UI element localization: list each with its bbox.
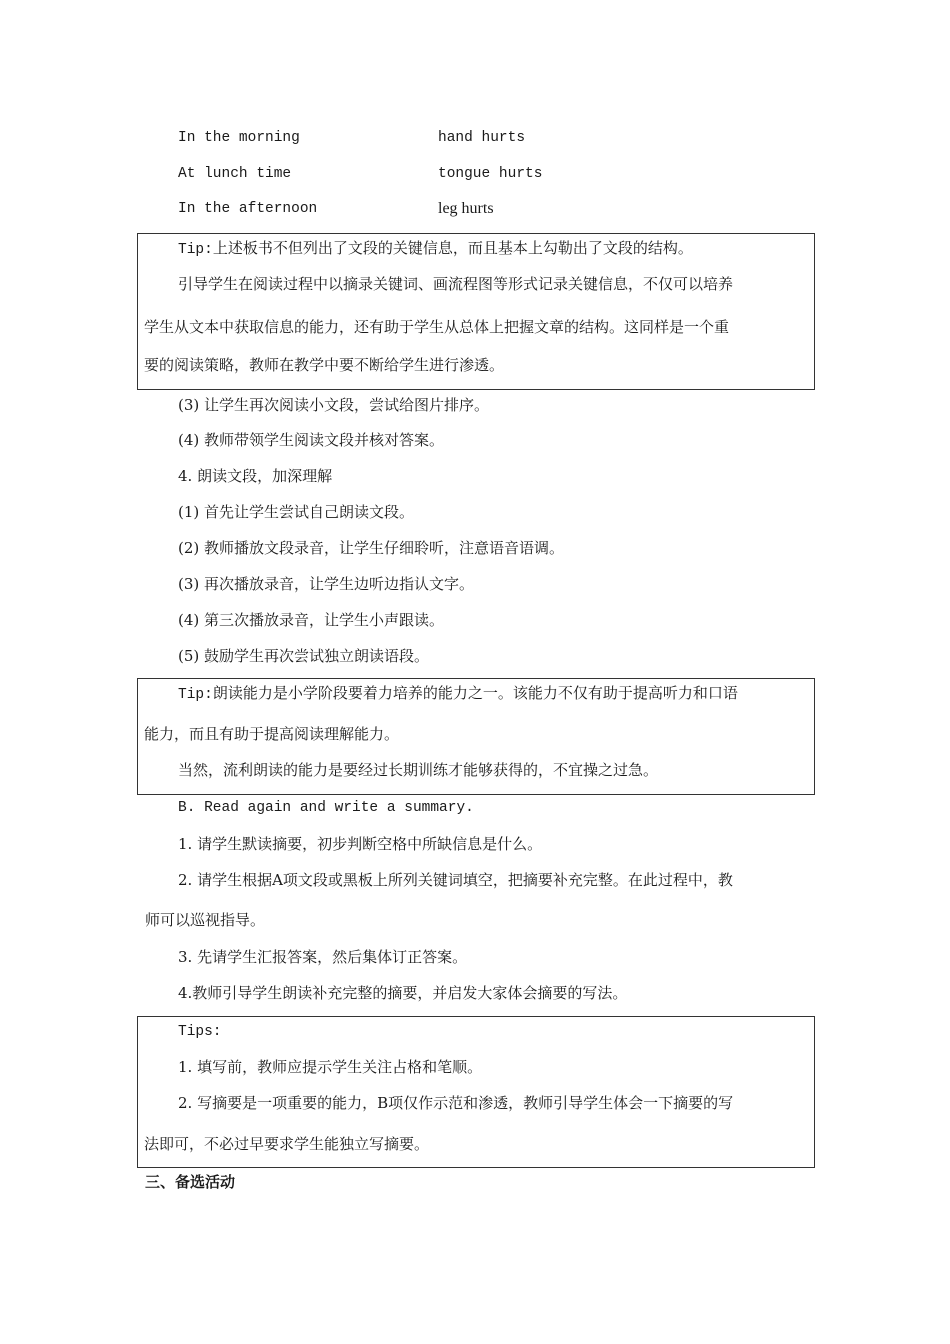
- step-read-aloud-4: (4) 第三次播放录音，让学生小声跟读。: [178, 611, 445, 629]
- schedule-hurt-2: tongue hurts: [438, 166, 543, 182]
- section-b-item-2: 2. 请学生根据A项文段或黑板上所列关键词填空，把摘要补充完整。在此过程中，教: [178, 871, 733, 889]
- section-three-heading: 三、备选活动: [145, 1173, 236, 1191]
- step-read-aloud-1: (1) 首先让学生尝试自己朗读文段。: [178, 503, 415, 521]
- schedule-time-2: At lunch time: [178, 166, 292, 182]
- tip-2-label: Tip:: [178, 687, 213, 703]
- step-read-aloud-3: (3) 再次播放录音，让学生边听边指认文字。: [178, 575, 475, 593]
- tip-1-label: Tip:: [178, 242, 213, 258]
- tip-box-1: [137, 233, 815, 390]
- step-check-answers: (4) 教师带领学生阅读文段并核对答案。: [178, 431, 445, 449]
- schedule-time-3: In the afternoon: [178, 201, 318, 217]
- step-heading-4: 4. 朗读文段，加深理解: [178, 467, 333, 485]
- schedule-time-1: In the morning: [178, 130, 300, 146]
- step-read-aloud-2: (2) 教师播放文段录音，让学生仔细聆听，注意语音语调。: [178, 539, 565, 557]
- section-b-item-1: 1. 请学生默读摘要，初步判断空格中所缺信息是什么。: [178, 835, 543, 853]
- tip-1-line-3: 学生从文本中获取信息的能力，还有助于学生从总体上把握文章的结构。这同样是一个重: [144, 318, 730, 336]
- tip-1-line-4: 要的阅读策略，教师在教学中要不断给学生进行渗透。: [144, 356, 505, 374]
- tip-2-line-2: 能力，而且有助于提高阅读理解能力。: [144, 725, 400, 743]
- tips-3-line-3: 法即可，不必过早要求学生能独立写摘要。: [144, 1135, 430, 1153]
- section-b-item-4: 4.教师引导学生朗读补充完整的摘要，并启发大家体会摘要的写法。: [178, 984, 628, 1002]
- tips-box-3: [137, 1016, 815, 1168]
- step-read-again: (3) 让学生再次阅读小文段，尝试给图片排序。: [178, 396, 490, 414]
- section-b-item-2-cont: 师可以巡视指导。: [145, 911, 266, 929]
- tips-3-line-2: 2. 写摘要是一项重要的能力，B项仅作示范和渗透，教师引导学生体会一下摘要的写: [178, 1094, 734, 1112]
- tip-2-line-1: Tip:朗读能力是小学阶段要着力培养的能力之一。该能力不仅有助于提高听力和口语: [178, 684, 738, 703]
- tip-2-line-3: 当然，流利朗读的能力是要经过长期训练才能够获得的，不宜操之过急。: [178, 761, 659, 779]
- tip-1-line-2: 引导学生在阅读过程中以摘录关键词、画流程图等形式记录关键信息，不仅可以培养: [178, 275, 734, 293]
- tip-1-line-1: Tip:上述板书不但列出了文段的关键信息，而且基本上勾勒出了文段的结构。: [178, 239, 693, 258]
- step-read-aloud-5: (5) 鼓励学生再次尝试独立朗读语段。: [178, 647, 430, 665]
- section-b-heading: B. Read again and write a summary.: [178, 800, 474, 816]
- section-b-item-3: 3. 先请学生汇报答案，然后集体订正答案。: [178, 948, 468, 966]
- tips-3-label: Tips:: [178, 1024, 222, 1040]
- tips-3-line-1: 1. 填写前，教师应提示学生关注占格和笔顺。: [178, 1058, 483, 1076]
- tip-box-2: [137, 678, 815, 795]
- schedule-hurt-1: hand hurts: [438, 130, 526, 146]
- schedule-hurt-3: leg hurts: [438, 200, 494, 217]
